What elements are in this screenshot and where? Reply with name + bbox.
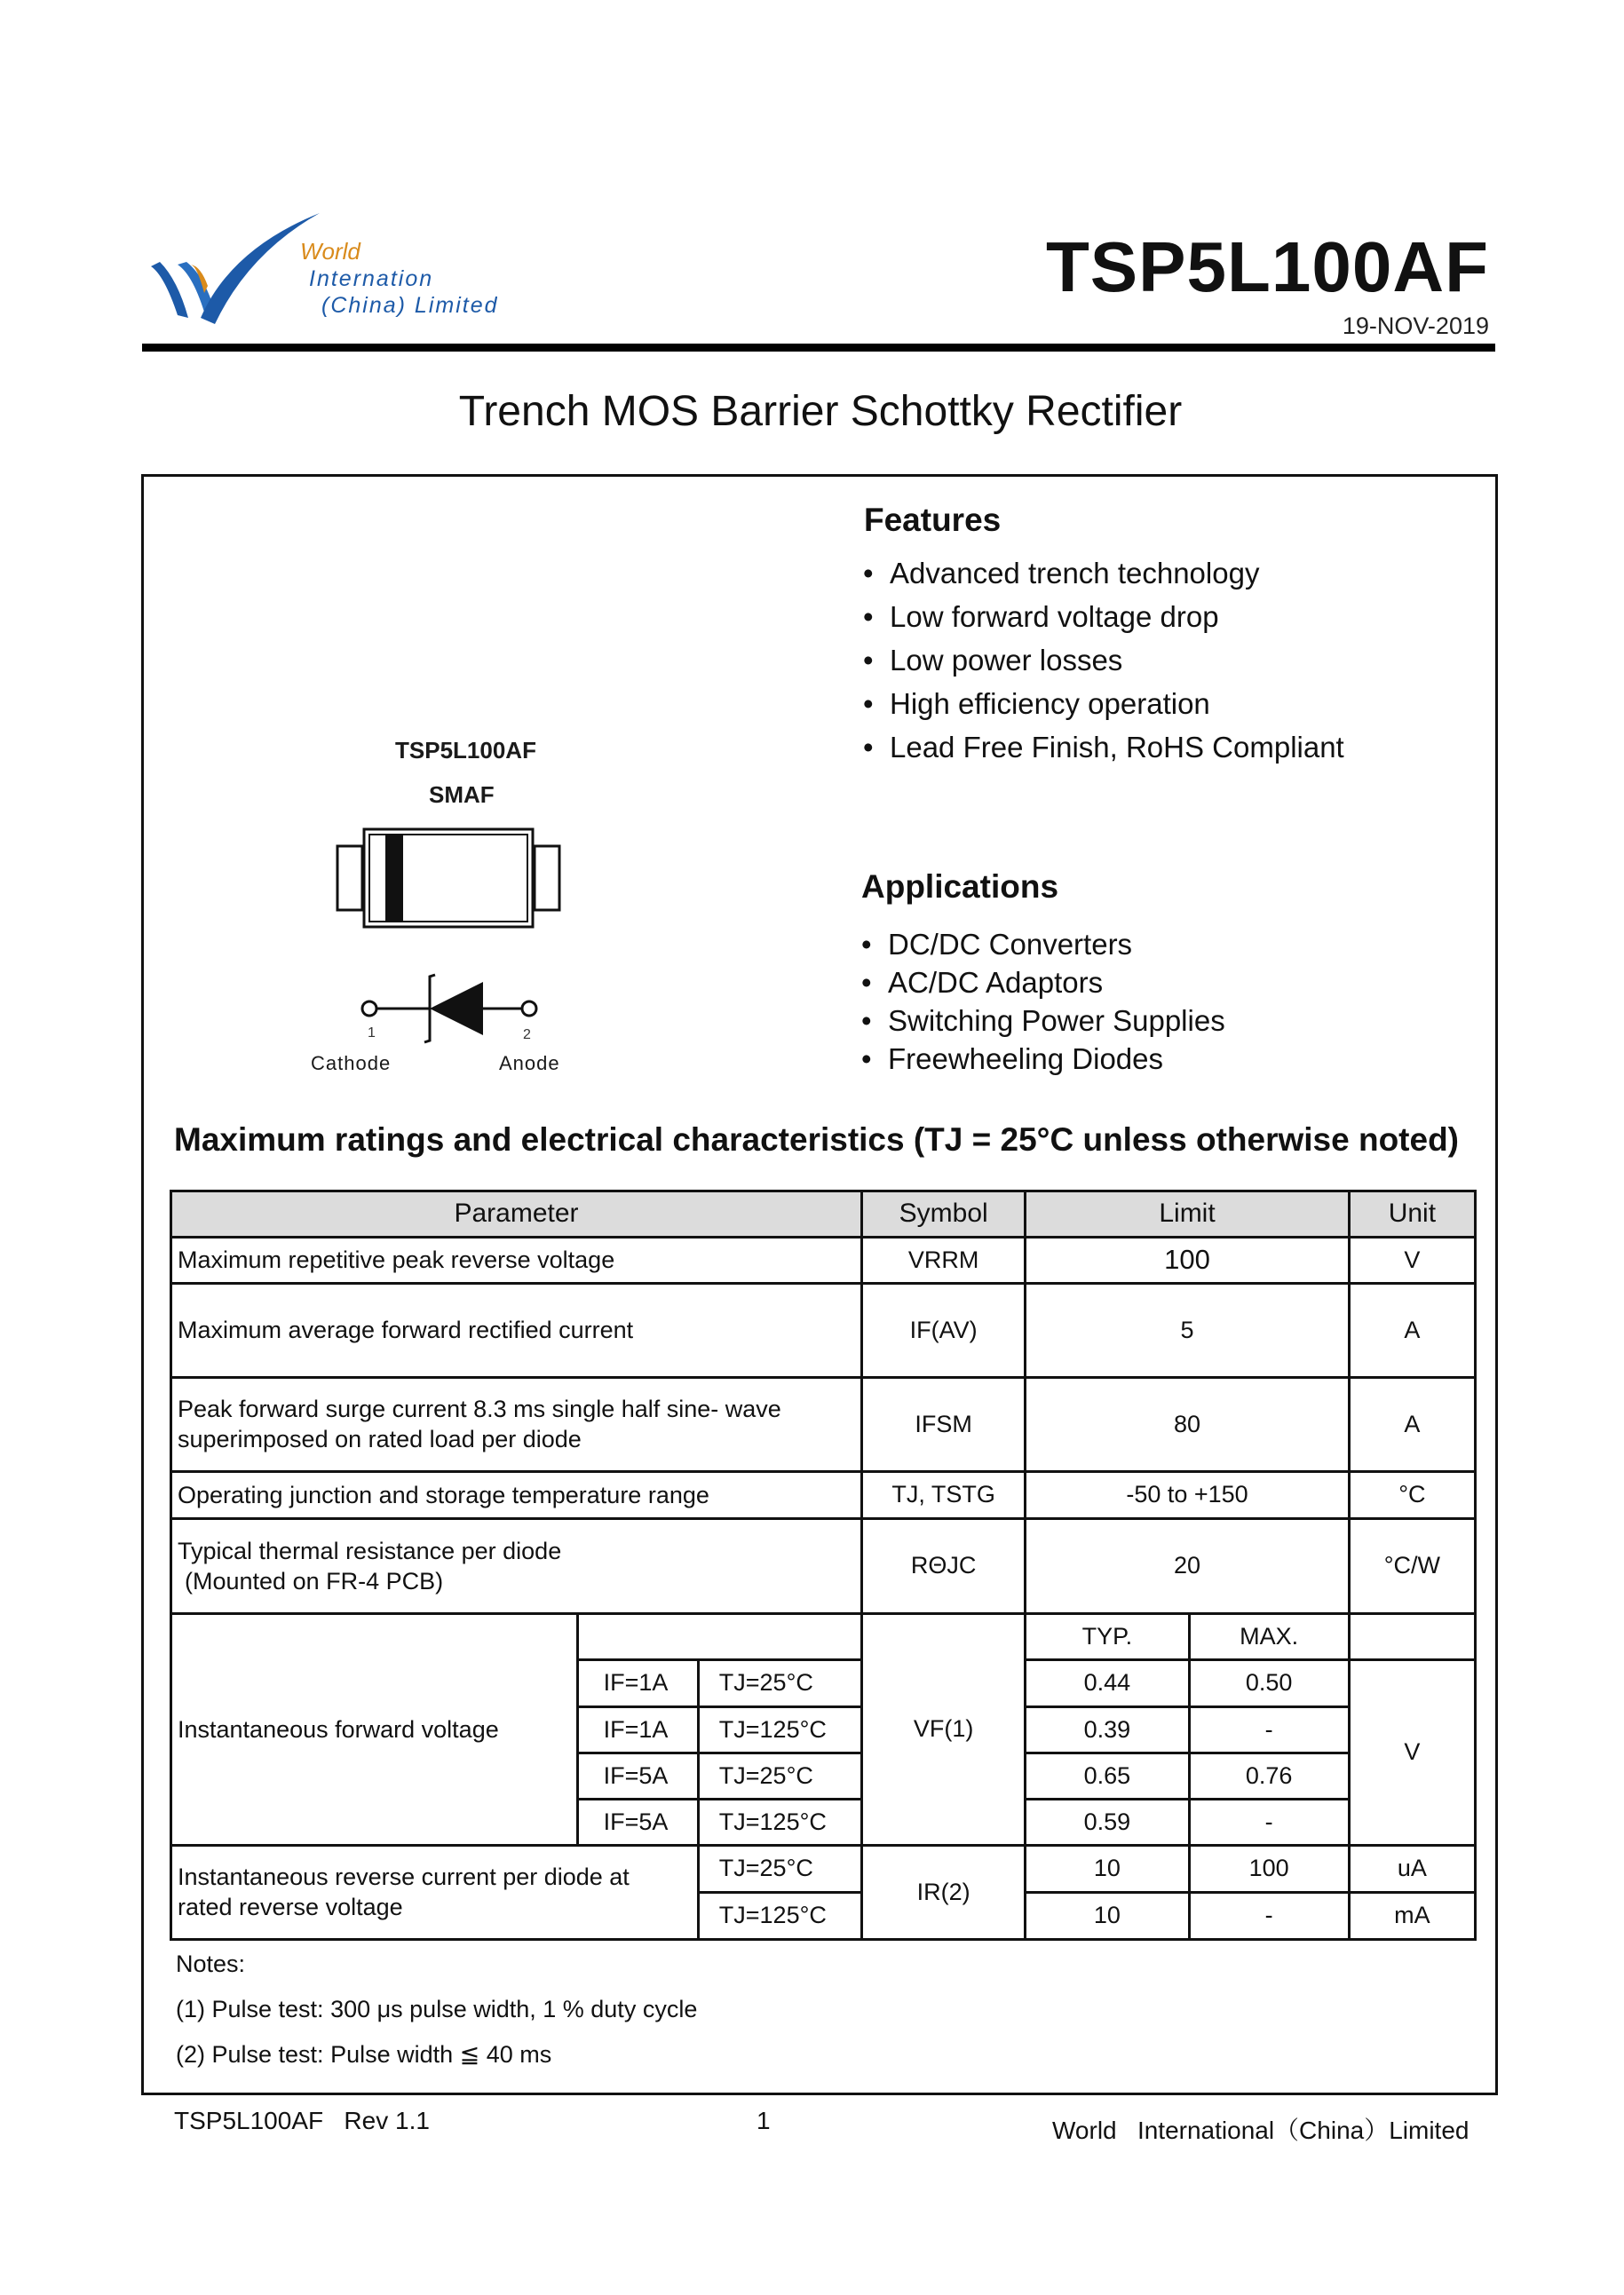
cell-max: - [1189,1892,1349,1939]
cell-max: 0.76 [1189,1753,1349,1799]
cell-limit: 80 [1026,1377,1349,1471]
cell-typ: 0.44 [1026,1659,1189,1706]
cell-tj: TJ=25°C [698,1753,861,1799]
table-row [171,1237,1476,1283]
logo-text-china: (China) Limited [321,293,497,318]
param-line: Peak forward surge current 8.3 ms single half sine- wave [178,1396,781,1423]
cell-unit: mA [1349,1892,1475,1939]
cell-empty [577,1614,861,1660]
cell-typ: 0.65 [1026,1753,1189,1799]
features-heading: Features [864,502,1002,538]
cell-parameter [171,1377,862,1471]
cell-limit: 5 [1026,1283,1349,1377]
notes-heading: Notes: [176,1951,246,1977]
ratings-table [170,1190,1477,1941]
cell-parameter: Maximum average forward rectified current [171,1283,862,1377]
table-row [171,1377,1476,1471]
cell-if: IF=5A [577,1753,698,1799]
cell-unit: °C [1349,1471,1475,1518]
cell-limit: 100 [1026,1237,1349,1283]
cell-if: IF=5A [577,1799,698,1845]
header-divider [142,344,1495,352]
document-title: Trench MOS Barrier Schottky Rectifier [458,388,1183,435]
cell-typ: 10 [1026,1892,1189,1939]
table-row [171,1471,1476,1518]
page-number: 1 [757,2107,771,2134]
col-header-parameter: Parameter [171,1191,862,1238]
cell-typ: 0.39 [1026,1706,1189,1753]
cell-symbol: VF(1) [862,1614,1026,1846]
cathode-label: Cathode [311,1052,392,1074]
pin1-number: 1 [368,1025,376,1041]
anode-label: Anode [499,1052,560,1074]
package-part-number: TSP5L100AF [395,737,536,764]
features-list [863,554,1344,772]
application-item: • Freewheeling Diodes [861,1040,1225,1078]
application-item: • DC/DC Converters [861,925,1225,963]
cell-unit: A [1349,1283,1475,1377]
table-row [171,1614,1476,1660]
footer-company: World International（China）Limited [1052,2117,1470,2144]
cell-max: 0.50 [1189,1659,1349,1706]
cell-if: IF=1A [577,1659,698,1706]
cell-unit: A [1349,1377,1475,1471]
cell-tj: TJ=125°C [698,1892,861,1939]
pin2-number: 2 [523,1027,531,1042]
col-header-symbol: Symbol [862,1191,1026,1238]
notes [176,1946,697,2082]
cell-symbol: RΘJC [862,1518,1026,1613]
cell-parameter: Maximum repetitive peak reverse voltage [171,1237,862,1283]
cell-parameter [171,1845,699,1939]
table-header-row [171,1191,1476,1238]
cell-tj: TJ=25°C [698,1845,861,1892]
param-line: Typical thermal resistance per diode [178,1537,562,1564]
note-item: (2) Pulse test: Pulse width ≦ 40 ms [176,2041,552,2068]
cell-if: IF=1A [577,1706,698,1753]
cell-unit: uA [1349,1845,1475,1892]
table-row [171,1283,1476,1377]
application-item: • AC/DC Adaptors [861,963,1225,1001]
cell-max: 100 [1189,1845,1349,1892]
cell-limit: -50 to +150 [1026,1471,1349,1518]
application-item: • Switching Power Supplies [861,1001,1225,1040]
package-name: SMAF [429,781,495,808]
cell-tj: TJ=125°C [698,1799,861,1845]
cell-max-header: MAX. [1189,1614,1349,1660]
ratings-heading: Maximum ratings and electrical characteristics (TJ = 25°C unless otherwise noted) [174,1121,1459,1158]
param-line: (Mounted on FR-4 PCB) [185,1567,444,1595]
cell-parameter: Instantaneous forward voltage [171,1614,578,1846]
feature-item: • Low forward voltage drop [863,597,1344,636]
table-row [171,1518,1476,1613]
logo-text-world: World [300,238,360,265]
document-date: 19-NOV-2019 [1342,313,1489,339]
cell-unit: °C/W [1349,1518,1475,1613]
applications-list [861,925,1225,1078]
cell-symbol: IF(AV) [862,1283,1026,1377]
diode-symbol [362,975,536,1042]
cell-tj: TJ=25°C [698,1659,861,1706]
cell-max: - [1189,1799,1349,1845]
smaf-package-outline [337,829,559,927]
cell-parameter [171,1518,862,1613]
world-logo-mark [142,213,497,355]
col-header-unit: Unit [1349,1191,1475,1238]
feature-item: • Low power losses [863,641,1344,679]
part-number-title: TSP5L100AF [1045,227,1489,306]
table-row [171,1845,1476,1892]
cell-unit: V [1349,1659,1475,1845]
param-line: superimposed on rated load per diode [178,1426,582,1453]
footer-revision: TSP5L100AF Rev 1.1 [174,2107,430,2134]
package-drawing [329,817,586,1083]
logo-text-internation: Internation [309,266,434,291]
col-header-limit: Limit [1026,1191,1349,1238]
cell-symbol: TJ, TSTG [862,1471,1026,1518]
applications-heading: Applications [861,868,1059,905]
cell-unit: V [1349,1237,1475,1283]
cell-max: - [1189,1706,1349,1753]
cell-tj: TJ=125°C [698,1706,861,1753]
feature-item: • High efficiency operation [863,685,1344,723]
cell-typ: 0.59 [1026,1799,1189,1845]
cell-symbol: IFSM [862,1377,1026,1471]
feature-item: • Lead Free Finish, RoHS Compliant [863,728,1344,766]
cell-parameter: Operating junction and storage temperature range [171,1471,862,1518]
cell-symbol: VRRM [862,1237,1026,1283]
cell-empty [1349,1614,1475,1660]
param-line: rated reverse voltage [178,1894,403,1921]
cell-limit: 20 [1026,1518,1349,1613]
cell-typ: 10 [1026,1845,1189,1892]
company-logo [142,213,497,355]
cell-symbol: IR(2) [862,1845,1026,1939]
cell-typ-header: TYP. [1026,1614,1189,1660]
feature-item: • Advanced trench technology [863,554,1344,592]
param-line: Instantaneous reverse current per diode at [178,1864,630,1891]
note-item: (1) Pulse test: 300 μs pulse width, 1 % duty cycle [176,1996,698,2022]
